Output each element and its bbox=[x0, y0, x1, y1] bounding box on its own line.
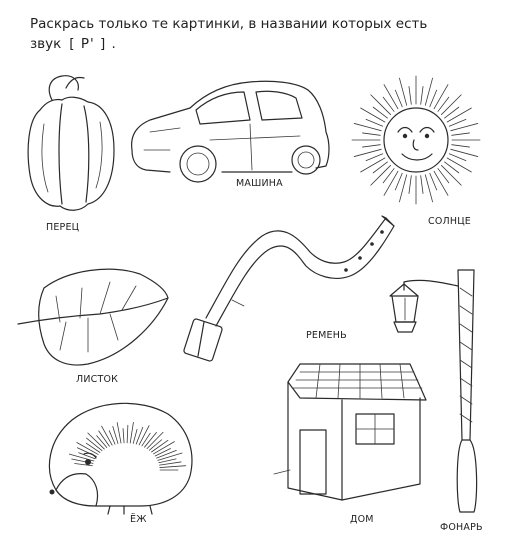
leaf-icon[interactable] bbox=[18, 269, 168, 365]
sun-ray bbox=[434, 171, 448, 195]
sun-ray bbox=[447, 108, 471, 122]
sun-ray bbox=[366, 119, 383, 126]
sun-ray bbox=[354, 149, 381, 156]
label-hedgehog: ЁЖ bbox=[130, 514, 147, 525]
sun-ray bbox=[430, 90, 437, 107]
hedgehog-spike bbox=[69, 454, 94, 461]
sun-ray bbox=[366, 154, 383, 161]
hedgehog-spike bbox=[127, 425, 128, 443]
sun-ray bbox=[399, 78, 406, 105]
sun-ray bbox=[409, 86, 411, 104]
label-sun: СОЛНЦЕ bbox=[428, 216, 471, 227]
hedgehog-spike bbox=[157, 450, 177, 458]
sun-ray bbox=[434, 85, 448, 109]
sun-ray bbox=[452, 145, 470, 147]
label-lantern: ФОНАРЬ bbox=[440, 522, 483, 533]
bell-pepper-icon[interactable] bbox=[28, 76, 114, 211]
hedgehog-spike bbox=[159, 462, 181, 465]
sun-ray bbox=[449, 119, 466, 126]
label-pepper: ПЕРЕЦ bbox=[46, 222, 80, 233]
hedgehog-spike bbox=[123, 428, 124, 442]
hedgehog-spike bbox=[142, 433, 150, 446]
label-house: ДОМ bbox=[350, 514, 374, 525]
sun-ray bbox=[451, 123, 478, 130]
sun-ray bbox=[384, 171, 398, 195]
sun-ray bbox=[449, 154, 466, 161]
sun-ray bbox=[425, 78, 432, 105]
sun-ray bbox=[361, 108, 385, 122]
sun-ray bbox=[425, 175, 432, 202]
sun-ray bbox=[421, 86, 423, 104]
instruction-word: звук bbox=[30, 36, 62, 52]
hedgehog-spike bbox=[160, 466, 186, 468]
sun-ray bbox=[362, 145, 380, 147]
hedgehog-spike bbox=[130, 422, 133, 443]
sun-icon[interactable] bbox=[352, 76, 480, 204]
sun-ray bbox=[384, 85, 398, 109]
sun-ray bbox=[430, 173, 437, 190]
car-icon[interactable] bbox=[132, 81, 329, 182]
hedgehog-spike bbox=[117, 423, 121, 444]
sun-ray bbox=[395, 90, 402, 107]
sun-ray bbox=[399, 175, 406, 202]
sun-ray bbox=[447, 158, 471, 172]
label-leaf: ЛИСТОК bbox=[76, 374, 119, 385]
instruction-line1: Раскрась только те картинки, в названии которых есть bbox=[30, 16, 428, 32]
target-sound: [ Р' ] . bbox=[69, 36, 117, 52]
sun-ray bbox=[361, 158, 385, 172]
sun-ray bbox=[441, 95, 461, 115]
label-belt: РЕМЕНЬ bbox=[306, 330, 347, 341]
sun-ray bbox=[451, 149, 478, 156]
house-icon[interactable] bbox=[274, 364, 426, 500]
sun-ray bbox=[354, 123, 381, 130]
sun-ray bbox=[452, 133, 470, 135]
sun-ray bbox=[441, 165, 461, 185]
sun-ray bbox=[362, 133, 380, 135]
label-car: МАШИНА bbox=[236, 178, 283, 189]
sun-ray bbox=[371, 165, 391, 185]
sun-ray bbox=[371, 95, 391, 115]
hedgehog-spike bbox=[86, 443, 100, 452]
hedgehog-icon[interactable] bbox=[49, 403, 192, 514]
sun-ray bbox=[421, 176, 423, 194]
hedgehog-spike bbox=[155, 449, 170, 456]
belt-icon[interactable] bbox=[183, 216, 394, 362]
sun-ray bbox=[395, 173, 402, 190]
hedgehog-spike bbox=[97, 436, 107, 448]
hedgehog-spike bbox=[158, 453, 182, 460]
hedgehog-spike bbox=[133, 429, 137, 443]
sun-ray bbox=[409, 176, 411, 194]
